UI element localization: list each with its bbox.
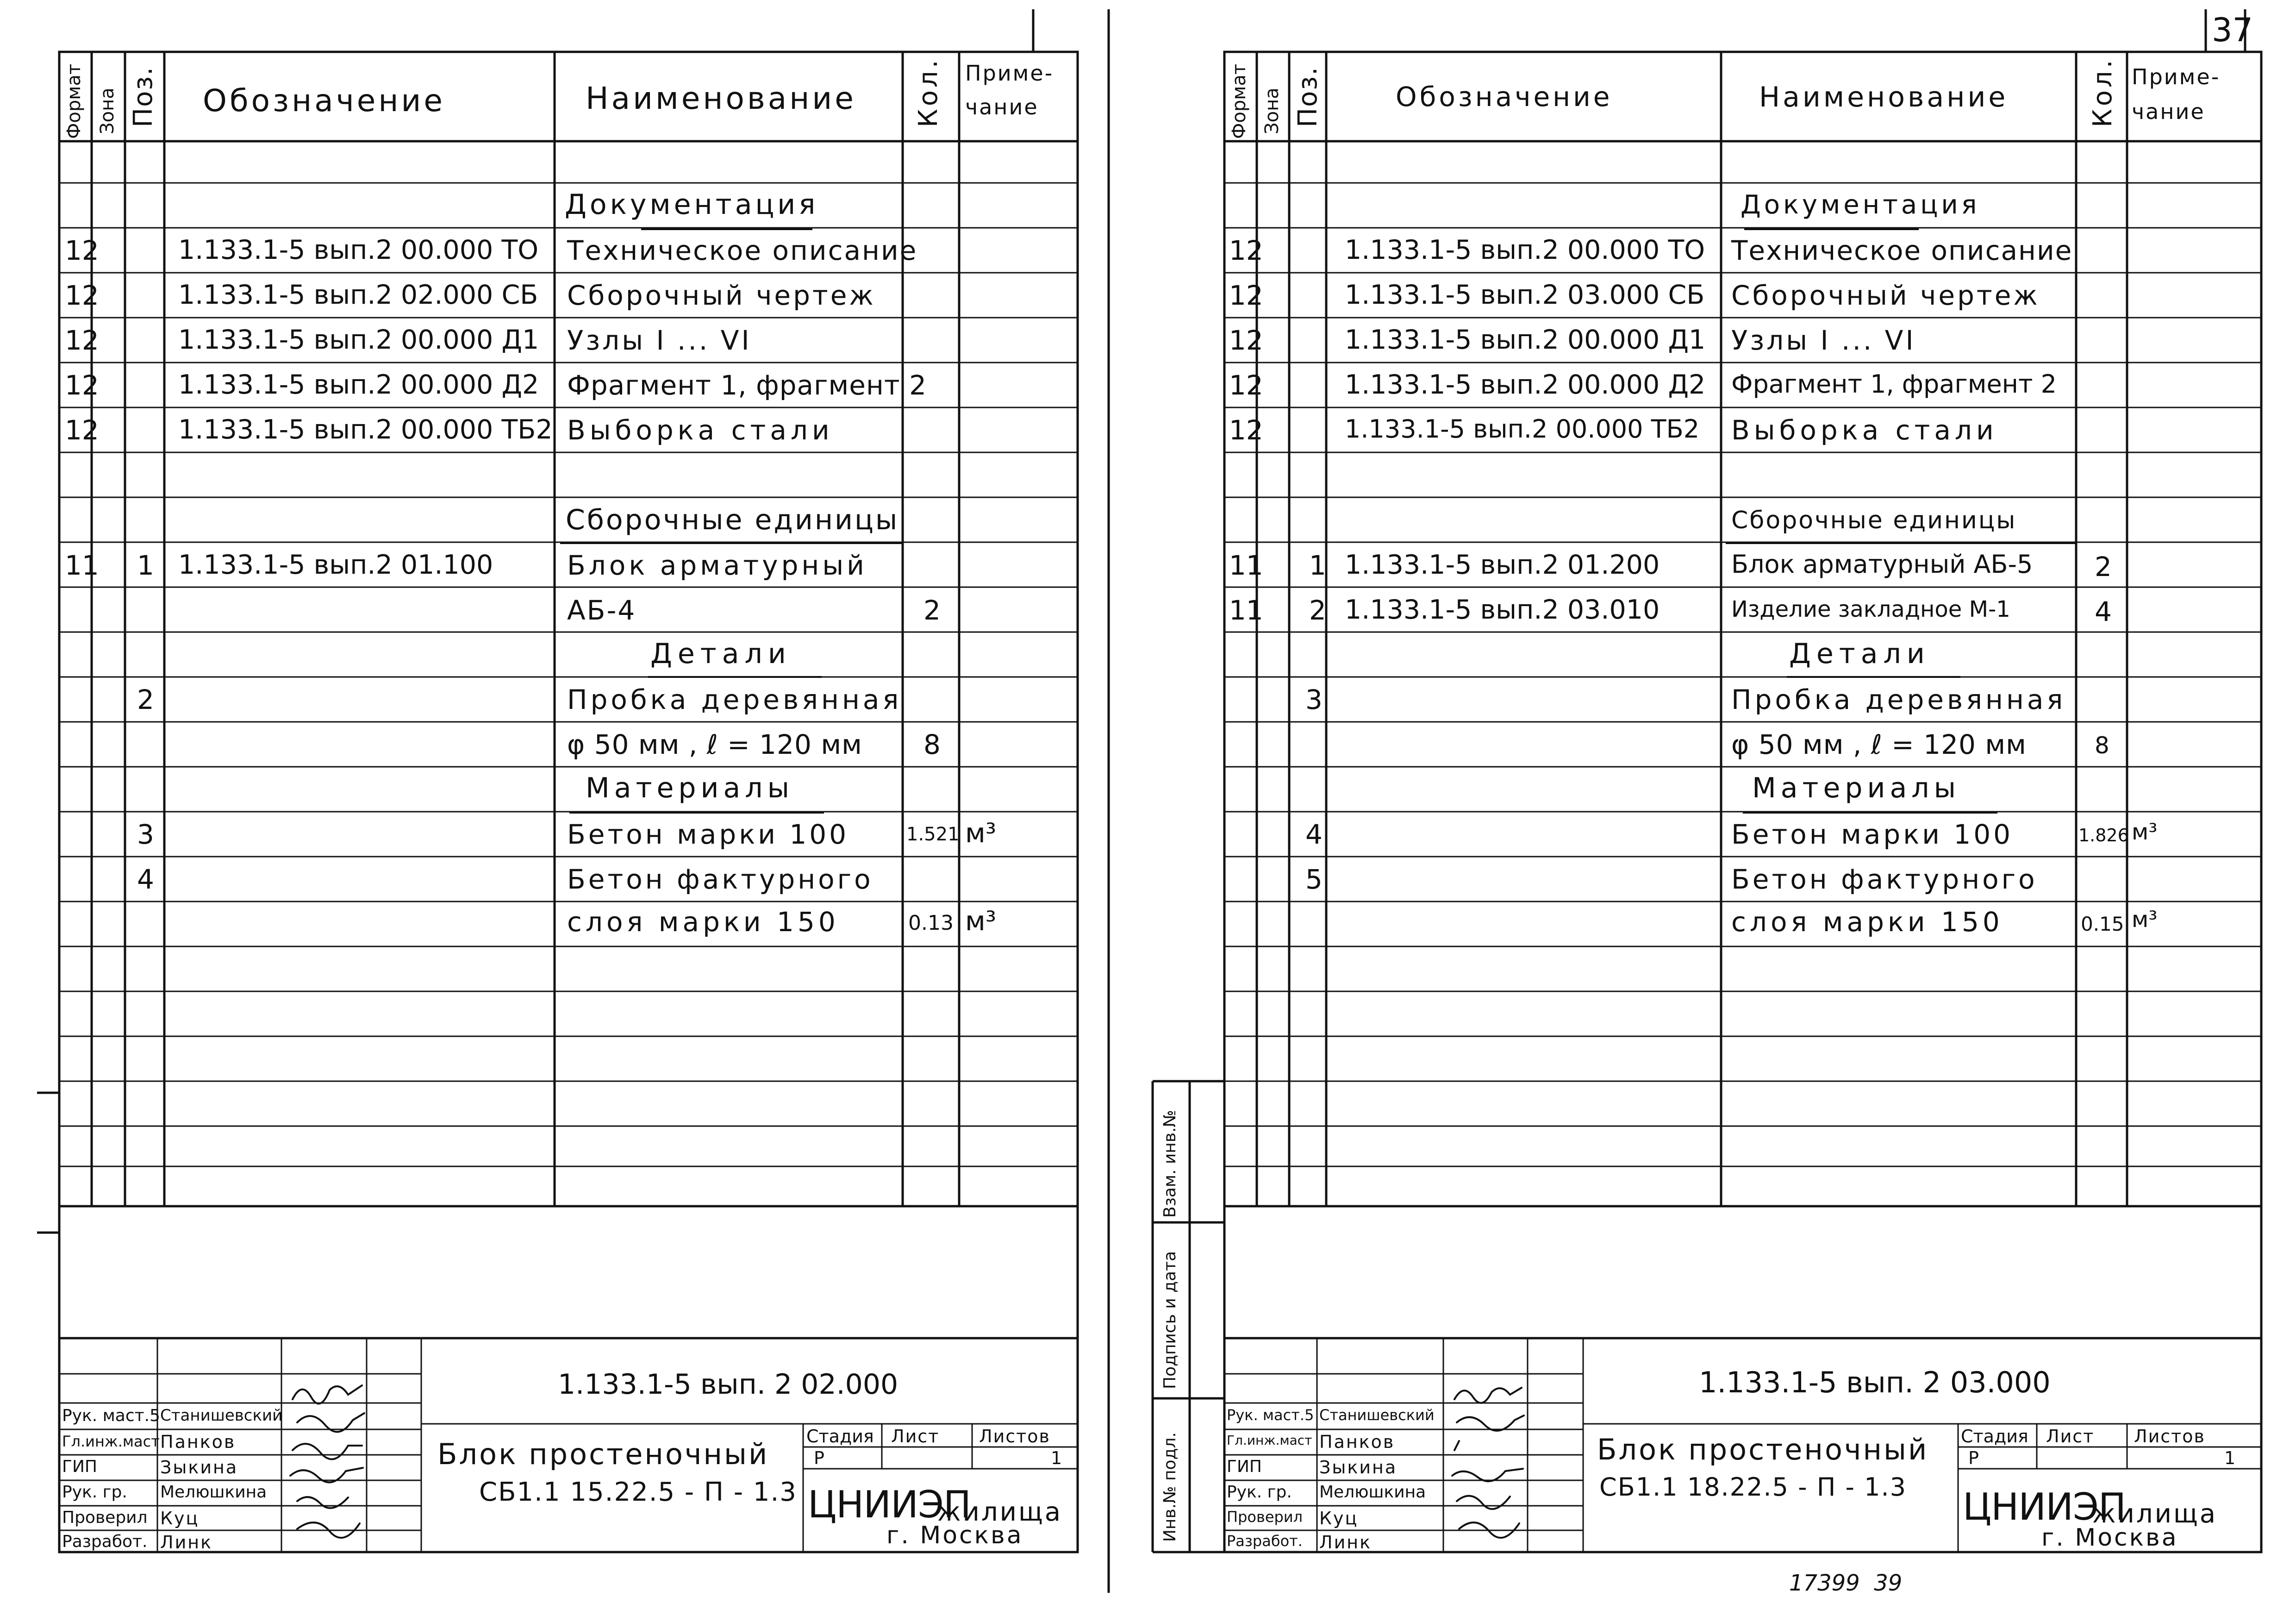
table-row-format: 12 [1229, 325, 1263, 356]
table-row-note: м³ [2132, 819, 2158, 845]
table-row-poz: 3 [137, 819, 154, 850]
section-documentation: Документация [565, 188, 819, 221]
header-oboznachenie: Обозначение [203, 83, 445, 119]
table-row-poz: 1 [1309, 550, 1326, 581]
tb-stadia-value: Р [1968, 1448, 1979, 1468]
left-sheet-grid [0, 0, 1111, 1597]
tb-stadia-label: Стадия [1961, 1426, 2028, 1447]
tb-name: Зыкина [1319, 1457, 1398, 1478]
tb-name: Мелюшкина [1319, 1483, 1426, 1502]
table-row-format: 12 [1229, 414, 1263, 446]
tb-name: Мелюшкина [160, 1483, 267, 1502]
table-row-format: 12 [65, 280, 99, 311]
header-naimenovanie: Наименование [1759, 81, 2009, 113]
side-stamp-vzam-inv: Взам. инв.№ [1160, 1110, 1179, 1218]
table-row-name: слоя марки 150 [1731, 906, 2003, 938]
table-row-code: 1.133.1-5 вып.2 00.000 Д2 [178, 370, 539, 400]
org-city: г. Москва [2041, 1524, 2178, 1552]
section-assembly-units: Сборочные единицы [1731, 507, 2017, 534]
table-row-format: 12 [65, 325, 99, 356]
table-row-code: 1.133.1-5 вып.2 00.000 ТБ2 [178, 414, 553, 445]
table-row-name: Сборочный чертеж [567, 280, 876, 311]
header-primechanie-1: Приме- [965, 61, 1054, 86]
tb-role: Разработ. [1227, 1532, 1303, 1550]
table-row-kol: 1.521 [906, 824, 960, 845]
tb-listov-value: 1 [2224, 1448, 2236, 1468]
header-primechanie-2: чание [965, 94, 1039, 119]
tb-name: Куц [1319, 1508, 1359, 1528]
tb-list-label: Лист [2046, 1426, 2095, 1447]
table-row-kol: 0.15 [2081, 913, 2124, 935]
table-row-kol: 4 [2095, 596, 2112, 627]
table-row-poz: 2 [137, 684, 154, 715]
table-row-name: Узлы I ... VI [567, 325, 752, 356]
table-row-code: 1.133.1-5 вып.2 00.000 Д1 [178, 325, 539, 355]
table-row-name: Блок арматурный АБ-5 [1731, 550, 2033, 579]
table-row-name: Пробка деревянная [567, 684, 902, 715]
header-zona: Зона [97, 88, 118, 134]
table-row-code: 1.133.1-5 вып.2 00.000 Д2 [1345, 370, 1706, 400]
tb-name: Линк [1319, 1532, 1372, 1553]
table-row-format: 11 [1229, 595, 1263, 626]
table-row-name: АБ-4 [567, 595, 636, 626]
tb-role: ГИП [62, 1457, 97, 1476]
table-row-format: 12 [1229, 235, 1263, 266]
title-line-1: Блок простеночный [1597, 1433, 1929, 1466]
org-name-2: жилища [937, 1497, 1063, 1527]
table-row-code: 1.133.1-5 вып.2 03.000 СБ [1345, 280, 1705, 310]
tb-role: Проверил [62, 1508, 148, 1527]
header-poz: Поз. [128, 66, 158, 127]
header-kol: Кол. [913, 57, 943, 127]
doc-code: 1.133.1-5 вып. 2 02.000 [558, 1368, 898, 1401]
table-row-name: Бетон фактурного [1731, 864, 2038, 895]
doc-code: 1.133.1-5 вып. 2 03.000 [1699, 1365, 2051, 1399]
header-primechanie-1: Приме- [2132, 64, 2221, 89]
org-name-2: жилища [2092, 1499, 2218, 1529]
table-row-code: 1.133.1-5 вып.2 00.000 ТО [178, 235, 539, 265]
table-row-name: Фрагмент 1, фрагмент 2 [567, 370, 927, 401]
table-row-note: м³ [2132, 907, 2158, 933]
table-row-kol: 0.13 [908, 911, 954, 935]
tb-role: ГИП [1227, 1457, 1262, 1476]
tb-role: Проверил [1227, 1508, 1303, 1526]
table-row-name: слоя марки 150 [567, 906, 839, 938]
tb-name: Станишевский [160, 1406, 283, 1425]
table-row-poz: 5 [1305, 864, 1323, 895]
table-row-code: 1.133.1-5 вып.2 00.000 ТО [1345, 235, 1705, 265]
table-row-note: м³ [965, 905, 997, 937]
table-row-name: Пробка деревянная [1731, 684, 2066, 715]
table-row-code: 1.133.1-5 вып.2 01.200 [1345, 550, 1660, 580]
table-row-name: Бетон фактурного [567, 864, 873, 895]
tb-stadia-label: Стадия [806, 1426, 874, 1447]
tb-list-label: Лист [891, 1426, 940, 1447]
section-materials: Материалы [1752, 772, 1960, 804]
table-row-name: Узлы I ... VI [1731, 325, 1916, 356]
table-row-format: 11 [65, 550, 99, 581]
table-row-poz: 4 [1305, 819, 1323, 850]
tb-name: Панков [1319, 1432, 1395, 1452]
tb-name: Зыкина [160, 1457, 238, 1478]
side-stamp-inv-podl: Инв.№ подл. [1160, 1432, 1179, 1542]
table-row-name: Выборка стали [567, 414, 834, 446]
table-row-code: 1.133.1-5 вып.2 03.010 [1345, 595, 1660, 625]
table-row-name: Бетон марки 100 [567, 819, 849, 850]
table-row-name: Блок арматурный [567, 550, 867, 581]
tb-stadia-value: Р [814, 1448, 824, 1468]
header-zona: Зона [1261, 88, 1283, 134]
header-format: Формат [63, 63, 85, 139]
table-row-poz: 4 [137, 864, 154, 895]
table-row-code: 1.133.1-5 вып.2 00.000 ТБ2 [1345, 414, 1700, 444]
org-city: г. Москва [886, 1522, 1023, 1549]
header-naimenovanie: Наименование [586, 81, 856, 116]
table-row-name: Техническое описание [1731, 235, 2073, 266]
table-row-kol: 1.826 [2078, 825, 2129, 845]
table-row-kol: 2 [2095, 551, 2112, 582]
tb-listov-label: Листов [979, 1426, 1050, 1447]
bottom-stamp: 17399 39 [1789, 1570, 1903, 1596]
table-row-format: 11 [1229, 550, 1263, 581]
section-materials: Материалы [586, 772, 794, 804]
table-row-format: 12 [65, 235, 99, 266]
table-row-kol: 8 [923, 729, 941, 760]
table-row-poz: 3 [1305, 684, 1323, 715]
table-row-name: Бетон марки 100 [1731, 819, 2014, 850]
title-line-2: СБ1.1 18.22.5 - П - 1.3 [1599, 1472, 1907, 1502]
table-row-format: 12 [1229, 370, 1263, 401]
table-row-code: 1.133.1-5 вып.2 01.100 [178, 550, 493, 580]
title-line-1: Блок простеночный [437, 1437, 769, 1471]
table-row-poz: 2 [1309, 595, 1326, 626]
tb-name: Куц [160, 1508, 200, 1528]
tb-name: Линк [160, 1532, 213, 1553]
header-kol: Кол. [2088, 57, 2118, 127]
org-name: ЦНИИЭП [808, 1483, 971, 1526]
table-row-name: φ 50 мм , ℓ = 120 мм [567, 729, 862, 760]
tb-role: Разработ. [62, 1532, 148, 1551]
header-oboznachenie: Обозначение [1396, 81, 1613, 113]
tb-name: Панков [160, 1432, 236, 1452]
signatures [1445, 1376, 1526, 1552]
section-details: Детали [650, 638, 792, 670]
table-row-code: 1.133.1-5 вып.2 00.000 Д1 [1345, 325, 1706, 355]
title-line-2: СБ1.1 15.22.5 - П - 1.3 [479, 1477, 797, 1507]
table-row-name: Сборочный чертеж [1731, 280, 2040, 311]
table-row-name: Выборка стали [1731, 414, 1998, 446]
header-format: Формат [1229, 63, 1250, 139]
table-row-format: 12 [65, 370, 99, 401]
table-row-format: 12 [1229, 280, 1263, 311]
table-row-kol: 8 [2095, 732, 2109, 759]
table-row-name: Техническое описание [567, 235, 918, 266]
tb-role: Гл.инж.маст [1227, 1433, 1312, 1448]
tb-role: Рук. маст.5 [1227, 1406, 1314, 1424]
header-primechanie-2: чание [2132, 99, 2205, 124]
tb-listov-label: Листов [2134, 1426, 2205, 1447]
table-row-kol: 2 [923, 595, 941, 626]
table-row-poz: 1 [137, 550, 154, 581]
section-documentation: Документация [1741, 190, 1980, 220]
tb-listov-value: 1 [1051, 1448, 1062, 1468]
tb-role: Рук. гр. [1227, 1483, 1292, 1502]
page-number: 37 [2212, 11, 2253, 49]
tb-role: Рук. гр. [62, 1483, 127, 1502]
tb-role: Гл.инж.маст [62, 1433, 160, 1450]
tb-role: Рук. маст.5 [62, 1406, 160, 1425]
header-poz: Поз. [1293, 66, 1323, 127]
table-row-format: 12 [65, 414, 99, 446]
tb-name: Станишевский [1319, 1406, 1435, 1424]
table-row-name: φ 50 мм , ℓ = 120 мм [1731, 729, 2027, 760]
section-details: Детали [1789, 638, 1930, 670]
signatures [283, 1376, 367, 1552]
section-assembly-units: Сборочные единицы [566, 504, 899, 536]
table-row-name: Изделие закладное М-1 [1731, 596, 2010, 622]
table-row-code: 1.133.1-5 вып.2 02.000 СБ [178, 280, 538, 310]
table-row-note: м³ [965, 817, 997, 849]
org-name: ЦНИИЭП [1963, 1485, 2126, 1528]
side-stamp-podpis-data: Подпись и дата [1160, 1251, 1179, 1389]
table-row-name: Фрагмент 1, фрагмент 2 [1731, 370, 2057, 399]
